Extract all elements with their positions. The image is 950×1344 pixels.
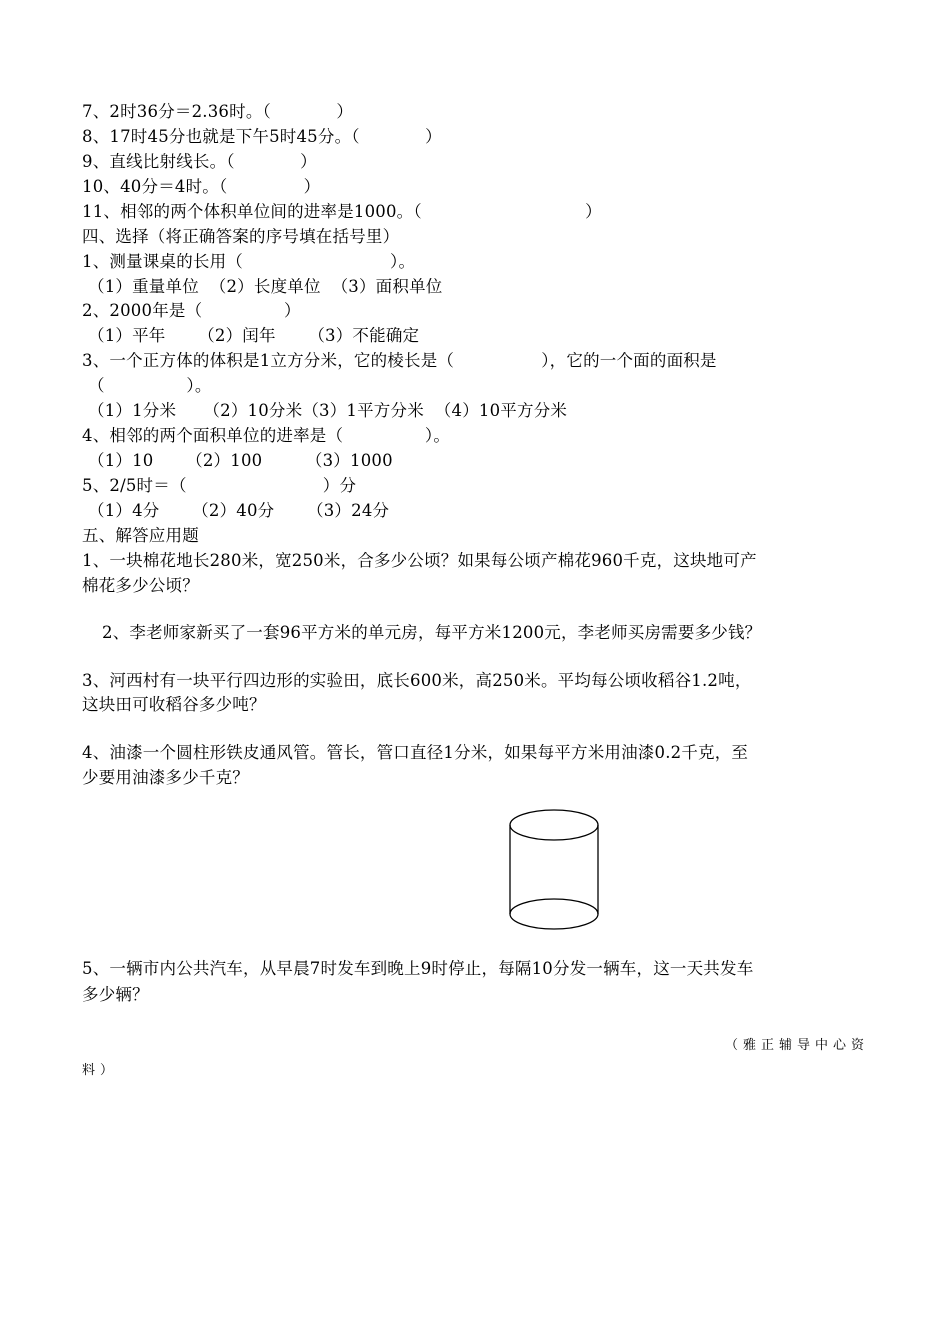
choice-q4-options: （1）10 （2）100 （3）1000 — [88, 451, 393, 470]
section4-title: 四、选择（将正确答案的序号填在括号里） — [82, 227, 400, 246]
cylinder-top-ellipse — [510, 810, 598, 840]
choice-q2: 2、2000年是（ ） — [82, 301, 301, 320]
choice-q1: 1、测量课桌的长用（ ）。 — [82, 252, 416, 271]
problem-3-line1: 3、河西村有一块平行四边形的实验田，底长600米，高250米。平均每公顷收稻谷1.2吨， — [82, 671, 752, 690]
problem-2: 2、李老师家新买了一套96平方米的单元房，每平方米1200元，李老师买房需要多少钱？ — [102, 623, 762, 642]
problem-3-line2: 这块田可收稻谷多少吨？ — [82, 695, 266, 714]
choice-q3-continued: （ ）。 — [88, 376, 212, 395]
problem-1-line2: 棉花多少公顷？ — [82, 576, 199, 595]
problem-4-line2: 少要用油漆多少千克？ — [82, 768, 249, 787]
choice-q4: 4、相邻的两个面积单位的进率是（ ）。 — [82, 426, 451, 445]
judgment-q10: 10、40分＝4时。（ ） — [82, 177, 321, 196]
choice-q2-options: （1）平年 （2）闰年 （3）不能确定 — [88, 326, 420, 345]
judgment-q11: 11、相邻的两个体积单位间的进率是1000。（ ） — [82, 202, 602, 221]
problem-4-line1: 4、油漆一个圆柱形铁皮通风管。管长，管口直径1分米，如果每平方米用油漆0.2千克，至 — [82, 743, 749, 762]
problem-1-line1: 1、一块棉花地长280米，宽250米，合多少公顷？如果每公顷产棉花960千克，这块地可产 — [82, 551, 757, 570]
choice-q1-options: （1）重量单位 （2）长度单位 （3）面积单位 — [88, 277, 443, 296]
cylinder-bottom-ellipse — [510, 899, 598, 929]
problem-5-line1: 5、一辆市内公共汽车，从早晨7时发车到晚上9时停止，每隔10分发一辆车，这一天共发车 — [82, 959, 754, 978]
problem-5-line2: 多少辆？ — [82, 985, 149, 1004]
choice-q3: 3、一个正方体的体积是1立方分米，它的棱长是（ ），它的一个面的面积是 — [82, 351, 717, 370]
judgment-q8: 8、17时45分也就是下午5时45分。（ ） — [82, 127, 442, 146]
choice-q3-options: （1）1分米 （2）10分米（3）1平方分米 （4）10平方分米 — [88, 401, 568, 420]
choice-q5: 5、2/5时＝（ ）分 — [82, 476, 357, 495]
cylinder-figure — [505, 808, 603, 932]
judgment-q9: 9、直线比射线长。（ ） — [82, 152, 317, 171]
footer-source-part1: （雅正辅导中心资 — [725, 1038, 870, 1053]
choice-q5-options: （1）4分 （2）40分 （3）24分 — [88, 501, 390, 520]
section5-title: 五、解答应用题 — [82, 526, 199, 545]
judgment-q7: 7、2时36分＝2.36时。（ ） — [82, 102, 354, 121]
footer-source-part2: 料） — [82, 1063, 119, 1078]
